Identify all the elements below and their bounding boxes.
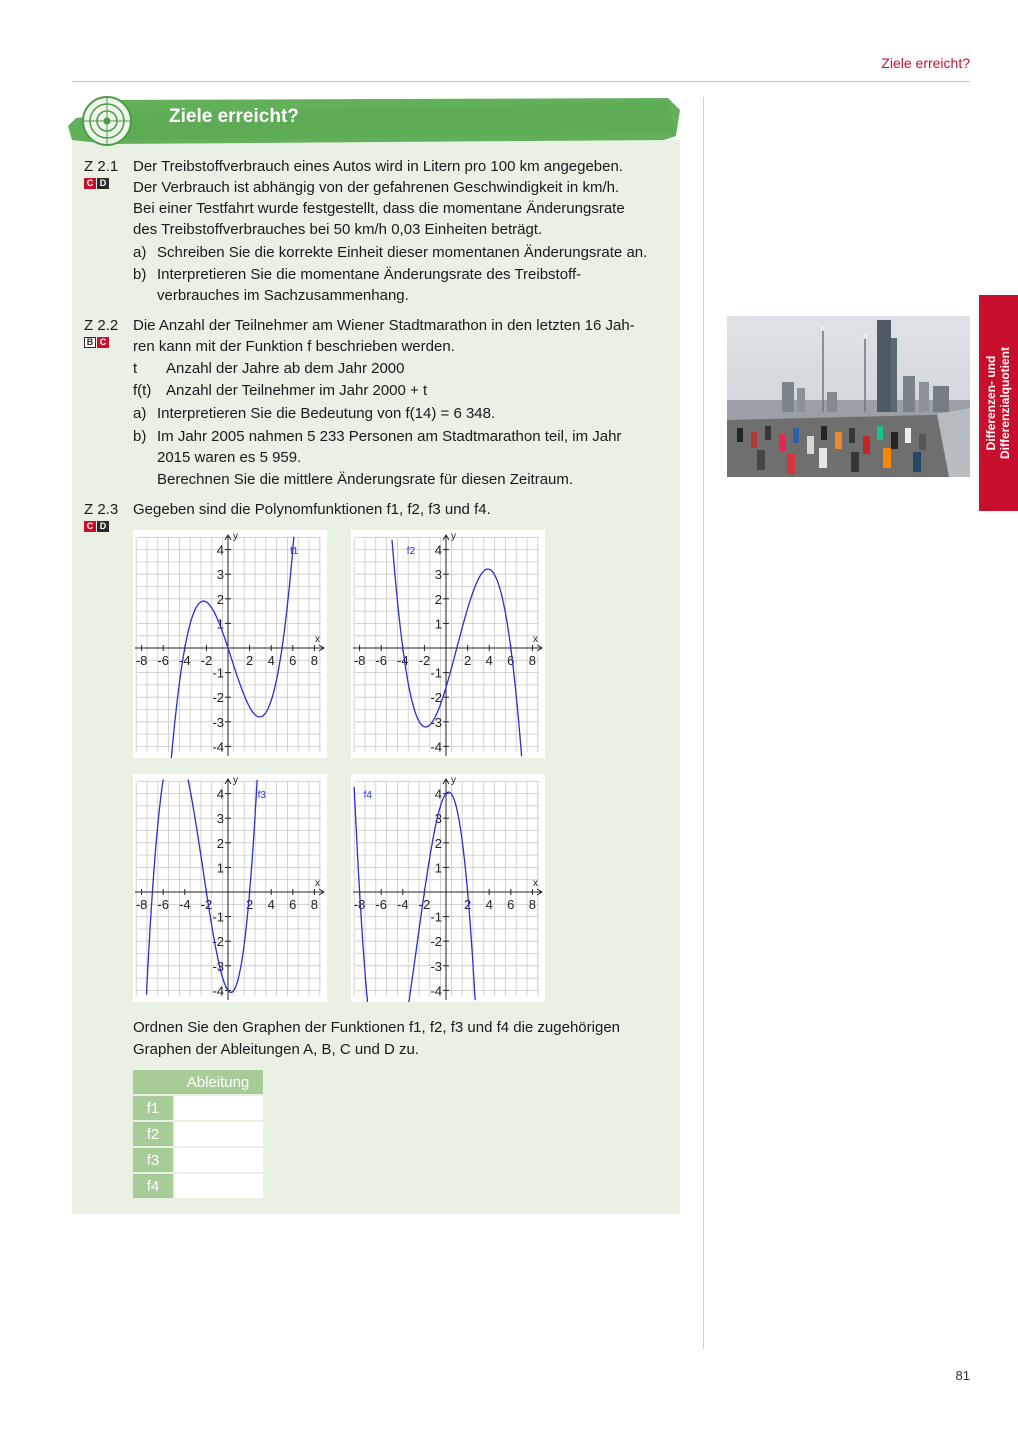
task-outro-line: Graphen der Ableitungen A, B, C und D zu.: [133, 1041, 420, 1058]
badge-b: B: [84, 337, 96, 348]
x-tick-label: -8: [135, 653, 148, 668]
y-tick-label: -2: [430, 934, 442, 950]
badge-d: D: [97, 178, 109, 189]
item-text: Interpretieren Sie die Bedeutung von f(14) = 6 348.: [157, 405, 496, 422]
row-label: f2: [133, 1122, 173, 1146]
graph-f1: [133, 530, 327, 758]
y-tick-label: -3: [430, 958, 442, 974]
y-tick-label: 4: [434, 542, 442, 558]
x-tick-label: -6: [157, 897, 169, 912]
running-header: Ziele erreicht?: [881, 55, 970, 71]
y-tick-label: 3: [434, 567, 442, 583]
table-header-row: [133, 1070, 263, 1094]
table-header-ableitung: Ableitung: [173, 1070, 263, 1094]
x-tick-label: -6: [375, 653, 387, 668]
y-tick-label: -3: [212, 714, 224, 730]
x-tick-label: 2: [463, 653, 472, 668]
graph-svg: [133, 774, 327, 1002]
answer-cell[interactable]: [173, 1122, 263, 1146]
item-text: verbrauches im Sachzusammenhang.: [157, 287, 409, 304]
graph-svg: [133, 530, 327, 758]
x-axis-label: x: [315, 634, 320, 645]
x-tick-label: -4: [397, 653, 409, 668]
task-badges-z22: [84, 337, 109, 348]
graph-svg: [351, 530, 545, 758]
derivative-table: [133, 1068, 263, 1200]
y-tick-label: -3: [430, 714, 442, 730]
target-icon: [82, 96, 132, 146]
y-tick-label: 1: [216, 860, 224, 876]
x-tick-label: -8: [353, 653, 366, 668]
y-tick-label: -2: [212, 690, 224, 706]
banner-brush: [68, 96, 682, 146]
x-tick-label: 4: [485, 653, 493, 668]
y-tick-label: -4: [430, 983, 442, 999]
item-label: a): [133, 405, 147, 422]
graph-svg: [351, 774, 545, 1002]
x-tick-label: 6: [507, 653, 515, 668]
x-tick-label: 2: [245, 897, 254, 912]
x-axis-label: x: [315, 878, 320, 889]
x-tick-label: 4: [485, 897, 493, 912]
x-tick-label: 6: [507, 897, 515, 912]
item-text: 2015 waren es 5 959.: [157, 449, 302, 466]
table-row: [133, 1148, 263, 1172]
y-tick-label: 2: [434, 591, 442, 607]
task-badges-z23: [84, 521, 109, 532]
table-row: [133, 1122, 263, 1146]
y-tick-label: -1: [212, 665, 224, 681]
x-tick-label: 4: [267, 653, 275, 668]
item-text: Im Jahr 2005 nahmen 5 233 Personen am Stadtmarathon teil, im Jahr: [157, 428, 622, 445]
item-label: b): [133, 428, 147, 445]
item-text: Interpretieren Sie die momentane Änderungsrate des Treibstoff-: [157, 266, 582, 283]
y-tick-label: 4: [216, 786, 224, 802]
y-axis-label: y: [451, 775, 456, 786]
task-text-line: Der Treibstoffverbrauch eines Autos wird in Litern pro 100 km angegeben.: [133, 158, 624, 175]
task-text-line: des Treibstoffverbrauches bei 50 km/h 0,03 Einheiten beträgt.: [133, 221, 543, 238]
y-tick-label: -4: [212, 739, 224, 755]
x-tick-label: 8: [528, 897, 537, 912]
x-tick-label: 8: [310, 653, 319, 668]
item-text: Schreiben Sie die korrekte Einheit dieser momentanen Änderungsrate an.: [157, 244, 648, 261]
function-label: f1: [290, 546, 299, 557]
x-tick-label: 6: [289, 653, 297, 668]
x-tick-label: 2: [463, 897, 472, 912]
x-tick-label: -6: [375, 897, 387, 912]
y-tick-label: -2: [212, 934, 224, 950]
x-tick-label: -4: [179, 653, 191, 668]
def-text: Anzahl der Teilnehmer im Jahr 2000 + t: [166, 382, 428, 399]
task-text-line: Bei einer Testfahrt wurde festgestellt, dass die momentane Änderungsrate: [133, 200, 625, 217]
table-corner: [133, 1070, 173, 1094]
x-tick-label: 8: [310, 897, 319, 912]
badge-c: C: [97, 337, 109, 348]
task-text-line: Der Verbrauch ist abhängig von der gefahrenen Geschwindigkeit in km/h.: [133, 179, 620, 196]
task-text-line: ren kann mit der Funktion f beschrieben werden.: [133, 338, 455, 355]
x-tick-label: -4: [179, 897, 191, 912]
x-tick-label: 6: [289, 897, 297, 912]
function-curve: [354, 787, 475, 1002]
badge-d: D: [97, 521, 109, 532]
graph-f4: [351, 774, 545, 1002]
x-axis-label: x: [533, 634, 538, 645]
y-tick-label: 2: [216, 591, 224, 607]
y-tick-label: -1: [430, 665, 442, 681]
marathon-photo: [727, 316, 970, 477]
graph-f3: [133, 774, 327, 1002]
x-tick-label: -2: [200, 653, 213, 668]
y-tick-label: -4: [212, 983, 224, 999]
y-axis-label: y: [233, 775, 238, 786]
task-intro: Gegeben sind die Polynomfunktionen f1, f2, f3 und f4.: [133, 501, 491, 518]
item-label: b): [133, 266, 147, 283]
y-tick-label: -1: [430, 909, 442, 925]
x-tick-label: 8: [528, 653, 537, 668]
y-tick-label: 1: [434, 860, 442, 876]
chapter-tab-label: [984, 347, 1012, 459]
def-symbol: f(t): [133, 382, 152, 399]
x-tick-label: -4: [397, 897, 409, 912]
x-tick-label: -2: [418, 653, 431, 668]
answer-cell[interactable]: [173, 1174, 263, 1198]
table-row: [133, 1096, 263, 1120]
answer-cell[interactable]: [173, 1096, 263, 1120]
y-axis-label: y: [233, 531, 238, 542]
y-tick-label: -1: [212, 909, 224, 925]
y-tick-label: 4: [434, 786, 442, 802]
x-tick-label: -2: [418, 897, 431, 912]
graph-f2: [351, 530, 545, 758]
task-number-z21: Z 2.1: [84, 158, 119, 175]
y-tick-label: 1: [434, 616, 442, 632]
table-row: [133, 1174, 263, 1198]
section-title: Ziele erreicht?: [169, 106, 299, 127]
y-tick-label: 1: [216, 616, 224, 632]
y-tick-label: 3: [216, 811, 224, 827]
function-label: f3: [257, 790, 266, 801]
page-number: 81: [955, 1368, 970, 1383]
function-label: f2: [406, 546, 416, 557]
task-number-z23: Z 2.3: [84, 501, 119, 518]
row-label: f1: [133, 1096, 173, 1120]
x-tick-label: -8: [353, 897, 366, 912]
answer-cell[interactable]: [173, 1148, 263, 1172]
chapter-tab-line: Differenzen- und: [984, 355, 998, 451]
chapter-tab-line: Differenzialquotient: [998, 346, 1012, 460]
task-number-z22: Z 2.2: [84, 317, 119, 334]
item-text: Berechnen Sie die mittlere Änderungsrate für diesen Zeitraum.: [157, 471, 574, 488]
row-label: f3: [133, 1148, 173, 1172]
x-axis-label: x: [533, 878, 538, 889]
y-axis-label: y: [451, 531, 456, 542]
task-badges-z21: [84, 178, 109, 189]
y-tick-label: -3: [212, 958, 224, 974]
x-tick-label: -6: [157, 653, 169, 668]
x-tick-label: 2: [245, 653, 254, 668]
task-text-line: Die Anzahl der Teilnehmer am Wiener Stadtmarathon in den letzten 16 Jah-: [133, 317, 635, 334]
def-symbol: t: [133, 360, 138, 377]
function-curve: [147, 780, 258, 995]
task-outro-line: Ordnen Sie den Graphen der Funktionen f1, f2, f3 und f4 die zugehörigen: [133, 1019, 621, 1036]
def-text: Anzahl der Jahre ab dem Jahr 2000: [166, 360, 405, 377]
x-tick-label: 4: [267, 897, 275, 912]
y-tick-label: 2: [216, 835, 224, 851]
badge-c: C: [84, 521, 96, 532]
y-tick-label: 3: [216, 567, 224, 583]
y-tick-label: 3: [434, 811, 442, 827]
y-tick-label: 2: [434, 835, 442, 851]
y-tick-label: -2: [430, 690, 442, 706]
row-label: f4: [133, 1174, 173, 1198]
x-tick-label: -8: [135, 897, 148, 912]
x-tick-label: -2: [200, 897, 213, 912]
column-divider: [703, 97, 704, 1349]
badge-c: C: [84, 178, 96, 189]
item-label: a): [133, 244, 147, 261]
y-tick-label: -4: [430, 739, 442, 755]
header-divider: [72, 81, 970, 82]
y-tick-label: 4: [216, 542, 224, 558]
function-label: f4: [363, 790, 372, 801]
